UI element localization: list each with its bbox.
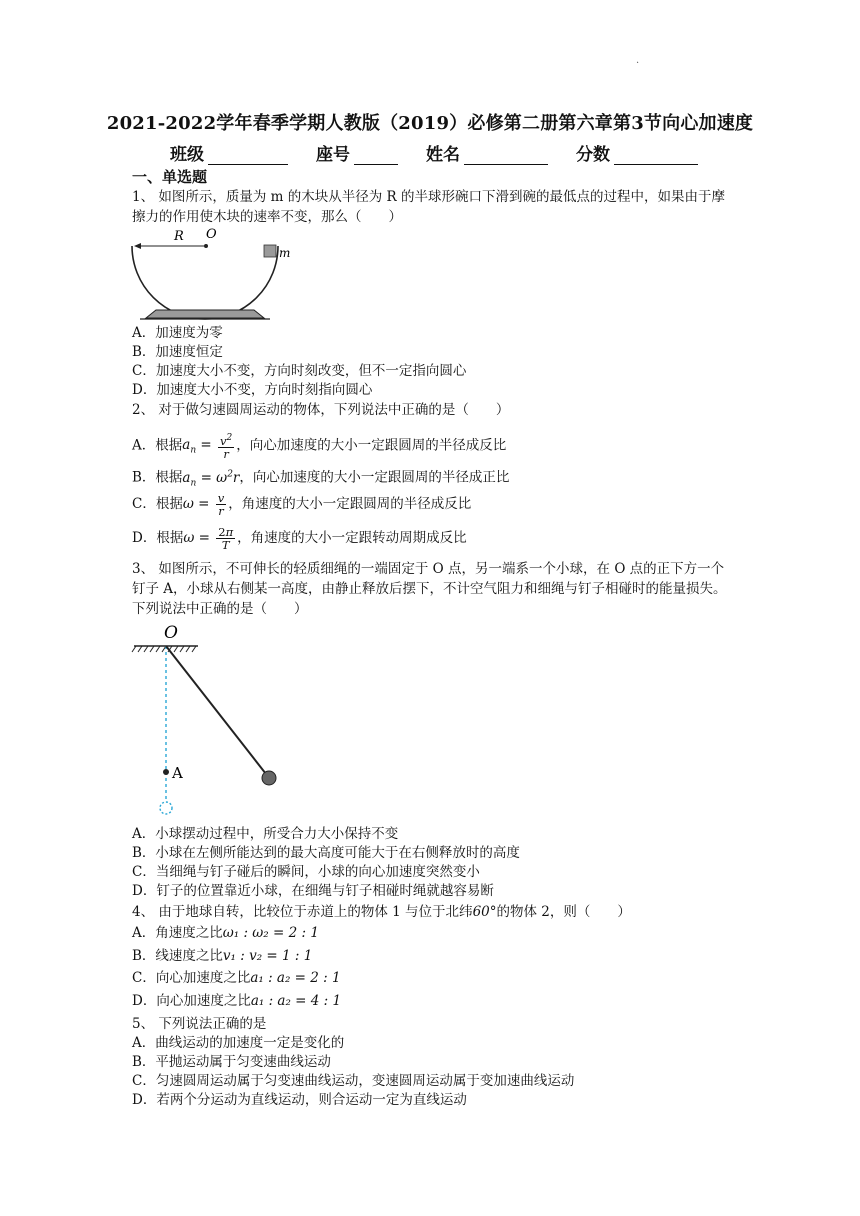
bowl-stand: [146, 310, 264, 318]
question-2-text: 2、 对于做匀速圆周运动的物体，下列说法中正确的是（ ）: [132, 402, 510, 418]
q3-option-b: B．小球在左侧所能达到的最大高度可能大于在右侧释放时的高度: [132, 845, 520, 861]
q1-option-b: B．加速度恒定: [132, 344, 223, 360]
q1-option-a: A．加速度为零: [132, 325, 223, 341]
class-blank[interactable]: [208, 146, 288, 165]
seat-field[interactable]: [316, 140, 398, 165]
pendulum-figure: [128, 620, 288, 820]
label-A: A: [172, 764, 183, 782]
q1-option-c: C．加速度大小不变，方向时刻改变，但不一定指向圆心: [132, 363, 467, 379]
q2-option-c: C．根据ω = $\frac{v}{r}$ ，角速度的大小一定跟圆周的半径成反比: [132, 491, 472, 518]
q2-option-b: B．根据$a_n = \omega^2r$，向心加速度的大小一定跟圆周的半径成正比: [132, 469, 510, 489]
ceiling-hatch: [132, 646, 196, 652]
q5-option-a: A．曲线运动的加速度一定是变化的: [132, 1035, 345, 1051]
q5-option-b: B．平抛运动属于匀变速曲线运动: [132, 1054, 331, 1070]
q2-option-d: D．根据ω = $\frac{2\pi}{T}$ ，角速度的大小一定跟转动周期成反比: [132, 525, 467, 552]
class-label: 班级: [170, 145, 204, 165]
label-O: O: [206, 227, 217, 242]
q2-option-a: A．根据$a_n$ = $\frac{v^2}{r}$ ，向心加速度的大小一定跟圆周的半径成反比: [132, 433, 507, 461]
name-label: 姓名: [426, 145, 460, 165]
section-title: 一、单选题: [132, 168, 208, 186]
label-R: R: [174, 229, 184, 244]
seat-label: 座号: [316, 145, 350, 165]
page-title: 2021-2022学年春季学期人教版（2019）必修第二册第六章第3节向心加速度: [106, 113, 754, 134]
question-4-text: 4、 由于地球自转，比较位于赤道上的物体 1 与位于北纬60°的物体 2，则（ ）: [132, 904, 631, 920]
class-field[interactable]: [170, 140, 288, 165]
seat-blank[interactable]: [354, 146, 398, 165]
ghost-ball: [160, 802, 172, 814]
question-1-text: 1、 如图所示，质量为 m 的木块从半径为 R 的半球形碗口下滑到碗的最低点的过程中，如果由于摩擦力的作用使木块的速率不变，那么（ ）: [132, 189, 726, 225]
question-5-text: 5、 下列说法正确的是: [132, 1016, 267, 1032]
string-line: [166, 646, 266, 774]
score-field[interactable]: [576, 140, 698, 165]
bowl-figure: [126, 222, 296, 326]
q5-option-d: D．若两个分运动为直线运动，则合运动一定为直线运动: [132, 1092, 467, 1108]
page-dot: ·: [636, 58, 640, 69]
name-field[interactable]: [426, 140, 548, 165]
nail-A: [163, 769, 169, 775]
score-label: 分数: [576, 145, 610, 165]
score-blank[interactable]: [614, 146, 698, 165]
q3-option-d: D．钉子的位置靠近小球，在细绳与钉子相碰时绳就越容易断: [132, 883, 494, 899]
q3-option-c: C．当细绳与钉子碰后的瞬间，小球的向心加速度突然变小: [132, 864, 480, 880]
q4-option-b: B．线速度之比v₁ : v₂ = 1 : 1: [132, 948, 313, 964]
q4-option-d: D．向心加速度之比a₁ : a₂ = 4 : 1: [132, 993, 342, 1009]
question-3-text: 3、 如图所示，不可伸长的轻质细绳的一端固定于 O 点，另一端系一个小球，在 O 点的正下方一个钉子 A，小球从右侧某一高度，由静止释放后摆下，不计空气阻力和细绳与钉子相碰时的能量损失。下列说法中正确的是（ ）: [132, 561, 727, 617]
label-O: O: [164, 623, 178, 643]
radius-arrow-icon: [134, 243, 141, 249]
student-info-row: [170, 140, 726, 165]
q4-option-a: A．角速度之比ω₁ : ω₂ = 2 : 1: [132, 925, 319, 941]
q3-option-a: A．小球摆动过程中，所受合力大小保持不变: [132, 826, 399, 842]
q4-option-c: C．向心加速度之比a₁ : a₂ = 2 : 1: [132, 970, 341, 986]
block-m: [264, 245, 276, 257]
label-m: m: [279, 246, 291, 260]
bowl-arc: [132, 246, 278, 319]
name-blank[interactable]: [464, 146, 548, 165]
pendulum-ball: [262, 771, 276, 785]
q5-option-c: C．匀速圆周运动属于匀变速曲线运动，变速圆周运动属于变加速曲线运动: [132, 1073, 575, 1089]
center-point: [204, 244, 208, 248]
q1-option-d: D．加速度大小不变，方向时刻指向圆心: [132, 382, 373, 398]
